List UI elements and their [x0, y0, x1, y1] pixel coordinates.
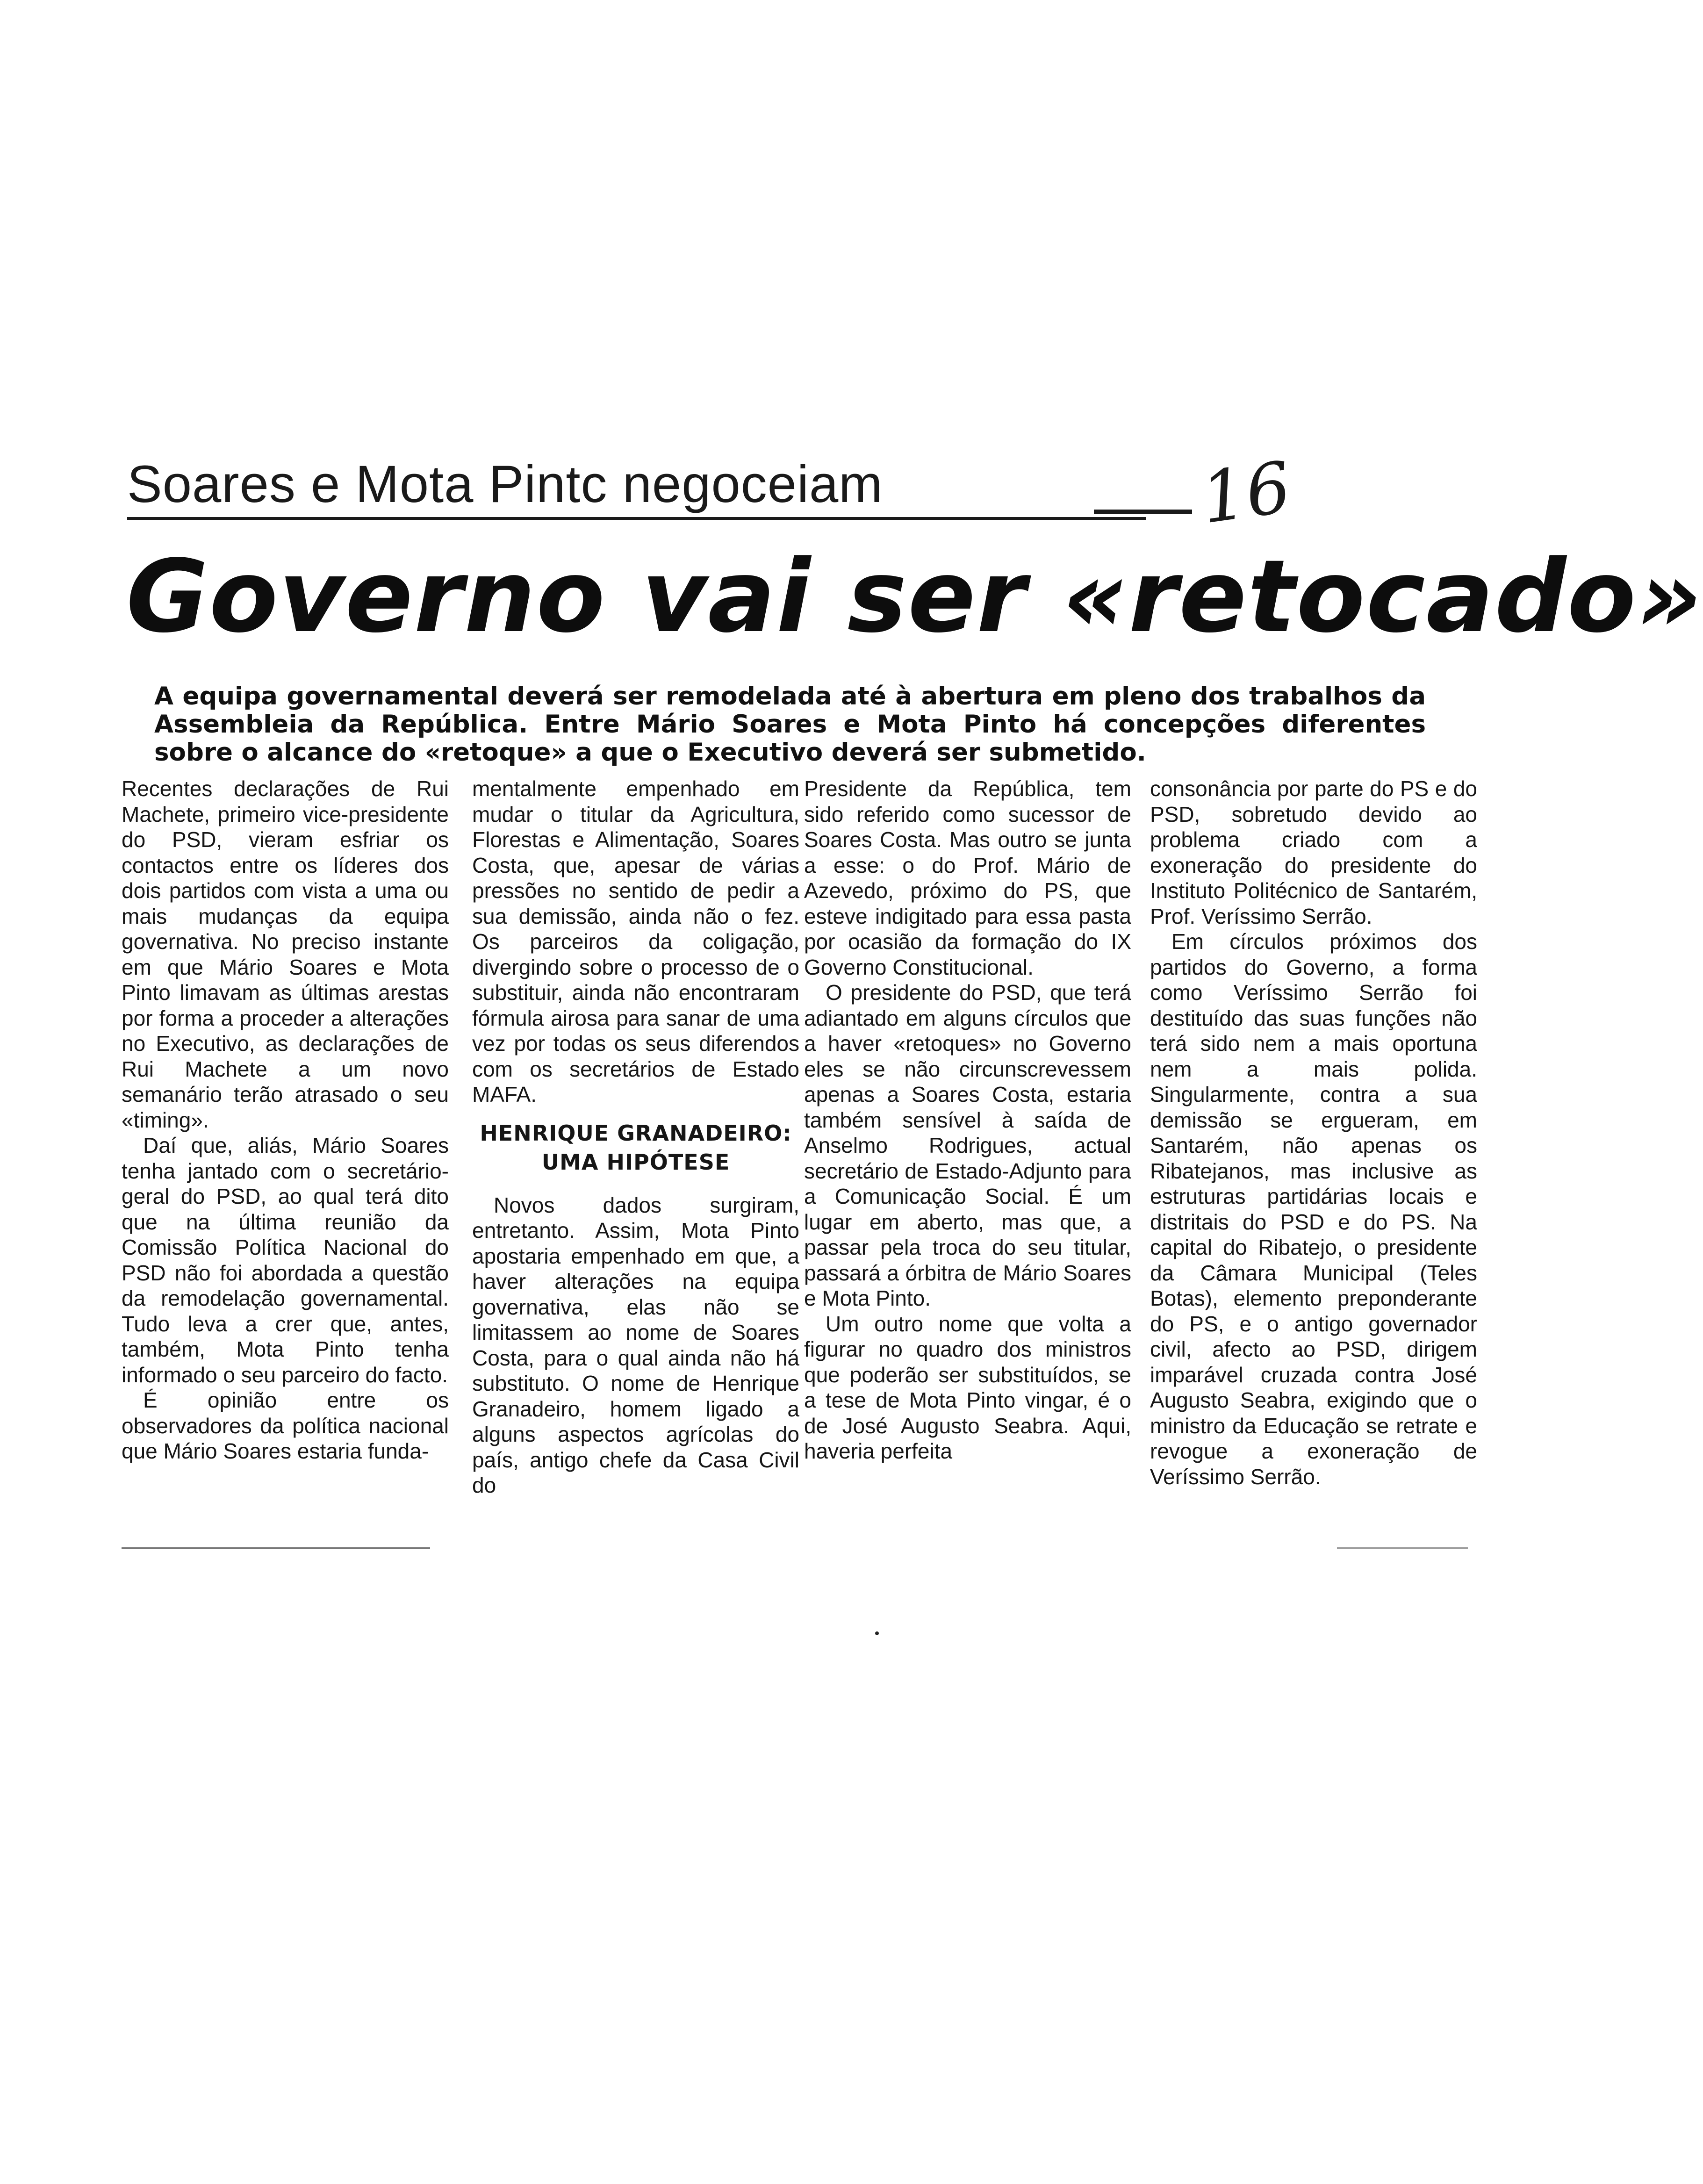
column-4-paragraph-2: Em círculos próximos dos partidos do Governo, a forma como Veríssimo Serrão foi destituído das suas funções não terá sido nem a mais oportuna nem a mais polida. Singularmente, contra a sua demissão se ergueram, em Santarém, não apenas os Ribatejanos, mas inclusive as estruturas partidárias locais e distritais do PSD e do PS. Na capital do Ribatejo, o presidente da Câmara Municipal (Teles Botas), elemento preponderante do PS, e o antigo governador civil, afecto ao PSD, dirigem imparável cruzada contra José Augusto Seabra, exigindo que o ministro da Educação se retrate e revogue a exoneração de Veríssimo Serrão.: [1150, 929, 1477, 1489]
column-2-paragraph-2: Novos dados surgiram, entretanto. Assim, Mota Pinto apostaria empenhado em que, a haver alterações na equipa governativa, elas não se limitassem ao nome de Soares Costa, para o qual ainda não há substituto. O nome de Henrique Granadeiro, homem ligado a alguns aspectos agrícolas do país, antigo chefe da Casa Civil do: [472, 1193, 799, 1497]
column-3-paragraph-2: O presidente do PSD, que terá adiantado em alguns círculos que a haver «retoques» no Governo eles se não circunscrevessem apenas a Soares Costa, estaria também sensível à saída de Anselmo Rodrigues, actual secretário de Estado-Adjunto para a Comunicação Social. É um lugar em aberto, mas que, a passar pela troca do seu titular, passará a órbitra de Mário Soares e Mota Pinto.: [804, 980, 1131, 1310]
section-subhead: HENRIQUE GRANADEIRO: UMA HIPÓTESE: [480, 1120, 792, 1175]
column-2: [472, 776, 799, 1498]
bottom-rule-right: [1337, 1547, 1468, 1549]
kicker-dash: [1094, 510, 1192, 514]
column-1: [122, 776, 449, 1464]
column-3-paragraph-3: Um outro nome que volta a figurar no quadro dos ministros que poderão ser substituídos, se a tese de Mota Pinto vingar, é o de José Augusto Seabra. Aqui, haveria perfeita: [804, 1311, 1131, 1463]
newspaper-clipping: [122, 439, 1703, 1561]
column-4-paragraph-1: consonância por parte do PS e do PSD, sobretudo devido ao problema criado com a exoneração do presidente do Instituto Politécnico de Santarém, Prof. Veríssimo Serrão.: [1150, 776, 1477, 928]
column-3-paragraph-1: Presidente da República, tem sido referido como sucessor de Soares Costa. Mas outro se junta a esse: o do Prof. Mário de Azevedo, próximo do PS, que esteve indigitado para essa pasta por ocasião da formação do IX Governo Constitucional.: [804, 776, 1131, 979]
column-4: [1150, 776, 1477, 1489]
kicker-headline: Soares e Mota Pintc negoceiam: [127, 458, 1146, 520]
handwritten-page-number: 16: [1196, 446, 1296, 540]
bottom-rule-left: [122, 1547, 430, 1549]
column-3: [804, 776, 1131, 1464]
main-headline: Governo vai ser «retocado»: [126, 539, 1703, 655]
column-2-paragraph-1: mentalmente empenhado em mudar o titular da Agricultura, Florestas e Alimentação, Soares Costa, que, apesar de várias pressões no sentido de pedir a sua demissão, ainda não o fez. Os parceiros da coligação, divergindo sobre o processo de o substituir, ainda não encontraram fórmula airosa para sanar de uma vez por todas os seus diferendos com os secretários de Estado MAFA.: [472, 776, 799, 1106]
lead-paragraph: A equipa governamental deverá ser remodelada até à abertura em pleno dos trabalhos da Assembleia da República. Entre Mário Soares e Mota Pinto há concepções diferentes sobre o alcance do «retoque» a que o Executivo deverá ser submetido.: [154, 682, 1426, 767]
column-1-paragraph-1: Recentes declarações de Rui Machete, primeiro vice-presidente do PSD, vieram esfriar os contactos entre os líderes dos dois partidos com vista a uma ou mais mudanças da equipa governativa. No preciso instante em que Mário Soares e Mota Pinto limavam as últimas arestas por forma a proceder a alterações no Executivo, as declarações de Rui Machete a um novo semanário terão atrasado o seu «timing».: [122, 776, 449, 1132]
scan-speck: [875, 1631, 879, 1635]
column-1-paragraph-2: Daí que, aliás, Mário Soares tenha jantado com o secretário-geral do PSD, ao qual terá dito que na última reunião da Comissão Política Nacional do PSD não foi abordada a questão da remodelação governamental. Tudo leva a crer que, antes, também, Mota Pinto tenha informado o seu parceiro do facto.: [122, 1133, 449, 1387]
column-1-paragraph-3: É opinião entre os observadores da política nacional que Mário Soares estaria funda-: [122, 1388, 449, 1463]
